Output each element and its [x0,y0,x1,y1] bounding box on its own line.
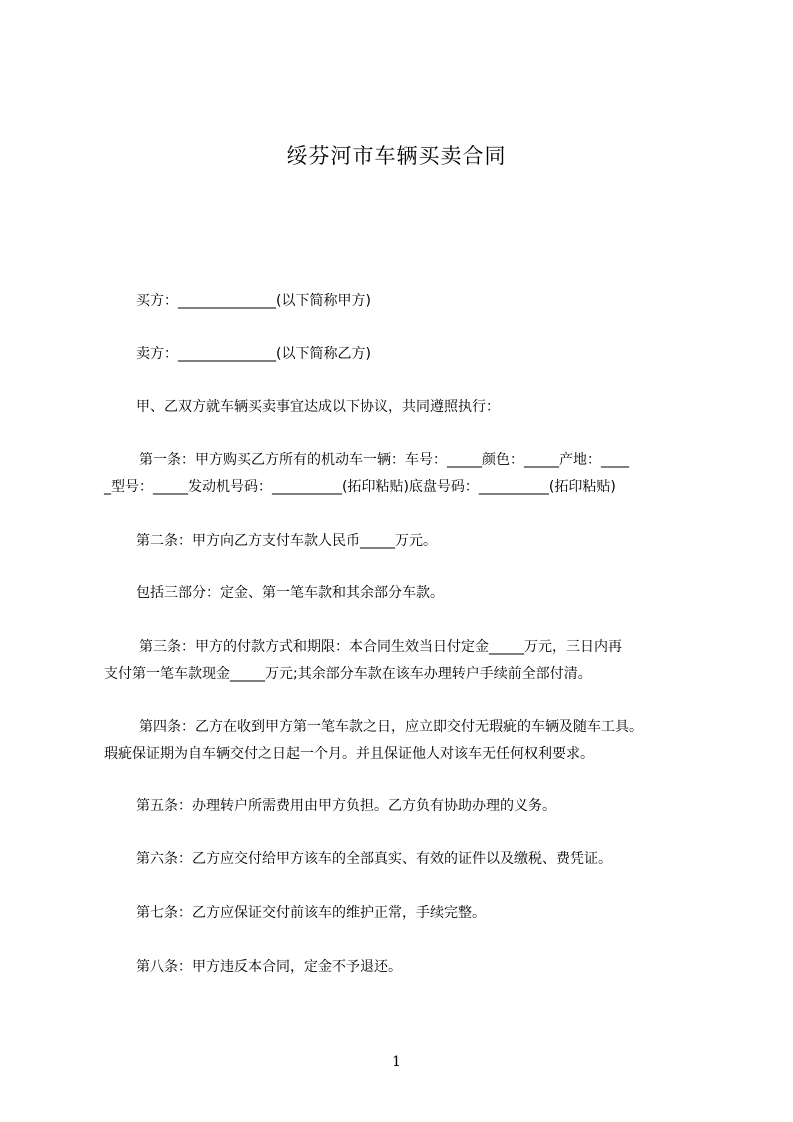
article-4-line-1: 第四条：乙方在收到甲方第一笔车款之日，应立即交付无瑕疵的车辆及随车工具。 [139,719,643,735]
page-number: 1 [392,1054,401,1070]
buyer-line: 买方：______________(以下简称甲方) [136,293,371,309]
article-4-line-2: 瑕疵保证期为自车辆交付之日起一个月。并且保证他人对该车无任何权利要求。 [104,746,594,762]
article-3-line-1: 第三条：甲方的付款方式和期限：本合同生效当日付定金_____万元，三日内再 [139,639,622,655]
article-1-line-2: _型号：_____发动机号码：__________(拓印粘贴)底盘号码：__________(拓印粘贴) [104,479,616,495]
article-4 [104,714,704,768]
seller-line: 卖方：______________(以下简称乙方) [136,346,371,362]
document-title: 绥芬河市车辆买卖合同 [286,144,507,168]
article-1-line-1: 第一条：甲方购买乙方所有的机动车一辆：车号：_____颜色：_____产地：____ [139,452,629,468]
article-7: 第七条：乙方应保证交付前该车的维护正常，手续完整。 [136,905,486,921]
article-3-line-2: 支付第一笔车款现金_____万元;其余部分车款在该车办理转户手续前全部付清。 [104,666,592,682]
article-6: 第六条：乙方应交付给甲方该车的全部真实、有效的证件以及缴税、费凭证。 [136,851,612,867]
article-8: 第八条：甲方违反本合同，定金不予退还。 [136,959,402,975]
article-2: 第二条：甲方向乙方支付车款人民币_____万元。 [136,533,437,549]
preamble: 甲、乙双方就车辆买卖事宜达成以下协议，共同遵照执行： [136,399,500,415]
article-5: 第五条：办理转户所需费用由甲方负担。乙方负有协助办理的义务。 [136,798,556,814]
article-3 [104,634,704,688]
article-1 [104,447,704,501]
article-2-note: 包括三部分：定金、第一笔车款和其余部分车款。 [136,585,444,601]
